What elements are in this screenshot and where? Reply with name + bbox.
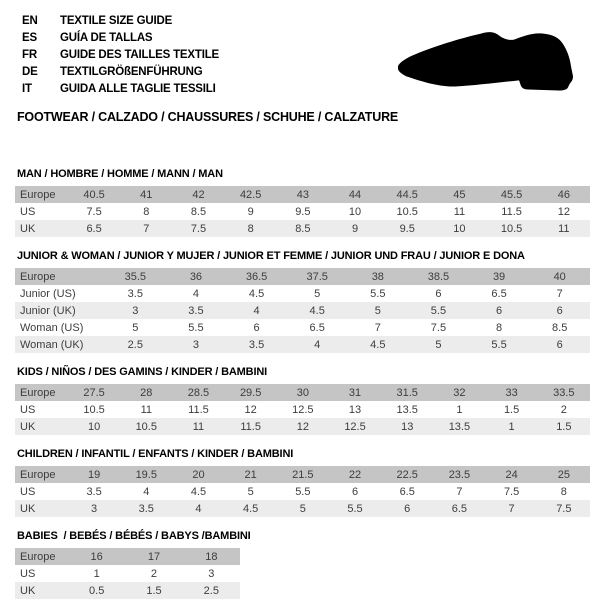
size-cell: 6.5 (491, 287, 507, 300)
size-cell: 2.5 (203, 584, 219, 597)
size-cell: 28 (140, 386, 153, 399)
size-cell: 12.5 (292, 403, 314, 416)
size-cell: 13.5 (448, 420, 471, 433)
shoe-icon (398, 30, 573, 92)
size-section (15, 168, 590, 237)
size-cell: 8 (496, 321, 503, 334)
size-cell: 4 (195, 502, 202, 515)
size-cell: 11.5 (240, 420, 261, 433)
size-cell: 6 (351, 485, 359, 498)
size-cell: 9 (351, 222, 359, 235)
size-cell: 5 (132, 321, 139, 334)
table-row (15, 418, 590, 435)
size-cell: 12 (557, 205, 570, 218)
size-cell: 4.5 (248, 287, 265, 300)
size-cell: 6.5 (86, 222, 102, 235)
size-cell: 36.5 (245, 270, 268, 283)
size-cell: 1 (456, 403, 463, 416)
row-label: Junior (UK) (20, 304, 76, 317)
size-cell: 5 (314, 287, 321, 300)
size-cell: 3 (192, 338, 199, 351)
size-cell: 36 (189, 270, 203, 283)
size-cell: 37.5 (306, 270, 328, 283)
section-title: CHILDREN / INFANTIL / ENFANTS / KINDER / BAMBINI (17, 448, 294, 460)
row-label: Woman (US) (20, 321, 84, 334)
size-table (15, 548, 240, 599)
table-row (15, 319, 590, 336)
size-cell: 1.5 (556, 420, 572, 433)
language-label: GUÍA DE TALLAS (60, 31, 153, 44)
size-cell: 4 (253, 304, 260, 317)
size-cell: 29.5 (239, 386, 262, 399)
row-label: Junior (US) (20, 287, 76, 300)
table-row (15, 483, 590, 500)
size-cell: 16 (90, 550, 103, 563)
size-cell: 11 (453, 205, 466, 218)
size-cell: 12.5 (344, 420, 366, 433)
size-cell: 45 (453, 188, 466, 201)
size-cell: 11 (558, 222, 570, 235)
size-cell: 6.5 (399, 485, 415, 498)
size-cell: 3.5 (86, 485, 102, 498)
size-cell: 7 (556, 287, 563, 300)
language-row (22, 29, 219, 46)
size-cell: 6.5 (309, 321, 325, 334)
size-cell: 22 (348, 468, 362, 481)
size-cell: 9.5 (399, 222, 415, 235)
language-row (22, 12, 219, 29)
size-cell: 38 (371, 270, 384, 283)
language-row (22, 80, 219, 97)
size-cell: 31.5 (396, 386, 418, 399)
size-cell: 3.5 (138, 502, 154, 515)
size-cell: 5 (374, 304, 381, 317)
size-cell: 7 (456, 485, 463, 498)
size-cell: 24 (505, 468, 518, 481)
table-row (15, 285, 590, 302)
row-label: US (20, 205, 36, 218)
size-cell: 3 (208, 567, 215, 580)
table-row (15, 500, 590, 517)
row-label: US (20, 567, 36, 580)
row-label: UK (20, 502, 36, 515)
size-cell: 10 (453, 222, 466, 235)
size-cell: 3 (91, 502, 98, 515)
row-label: UK (20, 222, 36, 235)
header-row (15, 548, 240, 565)
size-cell: 33.5 (553, 386, 575, 399)
size-cell: 42.5 (239, 188, 262, 201)
size-cell: 1.5 (503, 403, 520, 416)
size-cell: 20 (192, 468, 205, 481)
size-cell: 5.5 (295, 485, 311, 498)
table-row (15, 302, 590, 319)
size-cell: 1.5 (146, 584, 162, 597)
size-cell: 28.5 (187, 386, 210, 399)
size-cell: 31 (348, 386, 362, 399)
size-cell: 10.5 (500, 222, 523, 235)
size-cell: 8.5 (295, 222, 311, 235)
size-cell: 11 (192, 420, 205, 433)
size-cell: 7.5 (503, 485, 520, 498)
language-code: FR (22, 48, 37, 61)
table-row (15, 336, 590, 353)
size-cell: 9.5 (295, 205, 311, 218)
size-cell: 21 (244, 468, 257, 481)
size-cell: 44 (348, 188, 362, 201)
language-code: ES (22, 31, 37, 44)
language-code: DE (22, 65, 38, 78)
size-cell: 39 (492, 270, 506, 283)
size-cell: 45.5 (500, 188, 523, 201)
size-section (15, 530, 590, 599)
size-cell: 7.5 (190, 222, 207, 235)
language-code: EN (22, 14, 38, 27)
row-label: US (20, 485, 36, 498)
size-cell: 5 (435, 338, 442, 351)
size-cell: 11 (140, 403, 152, 416)
size-cell: 11.5 (501, 205, 522, 218)
size-cell: 7.5 (556, 502, 572, 515)
row-label: Europe (20, 550, 56, 563)
size-cell: 42 (192, 188, 205, 201)
size-cell: 40 (553, 270, 566, 283)
header-row (15, 268, 590, 285)
size-cell: 7.5 (86, 205, 102, 218)
size-section (15, 250, 590, 353)
size-table (15, 466, 590, 517)
row-label: Europe (20, 188, 56, 201)
size-cell: 5 (299, 502, 306, 515)
category-title: FOOTWEAR / CALZADO / CHAUSSURES / SCHUHE / CALZATURE (17, 110, 399, 124)
table-row (15, 220, 590, 237)
size-cell: 6 (435, 287, 442, 300)
size-cell: 8 (247, 222, 254, 235)
size-cell: 5.5 (491, 338, 507, 351)
language-code: IT (22, 82, 32, 95)
size-cell: 19 (87, 468, 101, 481)
table-row (15, 582, 240, 599)
size-cell: 5.5 (430, 304, 447, 317)
language-list (22, 12, 219, 97)
size-cell: 4 (143, 485, 150, 498)
size-cell: 7 (508, 502, 515, 515)
size-cell: 13.5 (396, 403, 418, 416)
size-cell: 7.5 (430, 321, 447, 334)
size-table (15, 268, 590, 353)
size-cell: 4.5 (370, 338, 386, 351)
table-row (15, 565, 240, 582)
size-cell: 35.5 (124, 270, 147, 283)
header-row (15, 384, 590, 401)
size-cell: 43 (296, 188, 309, 201)
size-cell: 21.5 (292, 468, 314, 481)
size-cell: 0.5 (89, 584, 105, 597)
size-cell: 1 (508, 420, 515, 433)
size-cell: 18 (205, 550, 218, 563)
size-cell: 3.5 (188, 304, 204, 317)
section-title: BABIES / BEBÉS / BÉBÉS / BABYS /BAMBINI (17, 530, 251, 542)
size-cell: 7 (143, 222, 150, 235)
size-cell: 5 (247, 485, 254, 498)
size-cell: 10.5 (135, 420, 157, 433)
size-cell: 44.5 (396, 188, 418, 201)
section-title: MAN / HOMBRE / HOMME / MANN / MAN (17, 168, 223, 180)
size-cell: 2 (150, 567, 158, 580)
size-cell: 4.5 (243, 502, 259, 515)
size-section (15, 366, 590, 435)
size-table (15, 186, 590, 237)
language-label: TEXTILE SIZE GUIDE (60, 14, 173, 27)
size-cell: 10 (348, 205, 362, 218)
size-cell: 9 (247, 205, 254, 218)
size-cell: 11.5 (188, 403, 209, 416)
language-row (22, 63, 219, 80)
row-label: Europe (20, 386, 56, 399)
header-row (15, 186, 590, 203)
size-cell: 22.5 (396, 468, 418, 481)
size-cell: 5.5 (370, 287, 386, 300)
size-cell: 6 (253, 321, 260, 334)
size-cell: 32 (453, 386, 466, 399)
size-cell: 41 (140, 188, 153, 201)
size-cell: 4.5 (309, 304, 325, 317)
size-cell: 4 (314, 338, 321, 351)
size-cell: 3.5 (248, 338, 265, 351)
size-cell: 19.5 (135, 468, 157, 481)
size-cell: 4.5 (190, 485, 207, 498)
size-cell: 6 (496, 304, 503, 317)
size-cell: 40.5 (83, 188, 105, 201)
size-cell: 4 (192, 287, 199, 300)
language-row (22, 46, 219, 63)
size-cell: 13 (401, 420, 414, 433)
size-cell: 6 (556, 304, 563, 317)
size-cell: 2.5 (127, 338, 143, 351)
size-cell: 6.5 (451, 502, 468, 515)
size-cell: 10 (87, 420, 101, 433)
size-cell: 12 (296, 420, 309, 433)
size-cell: 3.5 (127, 287, 143, 300)
size-cell: 6 (556, 338, 563, 351)
size-cell: 3 (132, 304, 139, 317)
size-cell: 8 (560, 485, 567, 498)
size-cell: 27.5 (83, 386, 105, 399)
row-label: UK (20, 584, 36, 597)
size-cell: 5.5 (347, 502, 363, 515)
tables-container (15, 168, 590, 600)
size-cell: 8.5 (552, 321, 568, 334)
size-section (15, 448, 590, 517)
size-cell: 5.5 (188, 321, 204, 334)
size-cell: 2 (560, 403, 567, 416)
row-label: US (20, 403, 36, 416)
size-cell: 7 (374, 321, 381, 334)
size-cell: 13 (348, 403, 362, 416)
size-cell: 10.5 (396, 205, 418, 218)
section-title: KIDS / NIÑOS / DES GAMINS / KINDER / BAMBINI (17, 366, 268, 378)
size-cell: 46 (557, 188, 570, 201)
size-cell: 25 (557, 468, 570, 481)
row-label: Europe (20, 270, 56, 283)
size-cell: 10.5 (83, 403, 105, 416)
row-label: UK (20, 420, 36, 433)
table-row (15, 203, 590, 220)
language-label: GUIDE DES TAILLES TEXTILE (60, 48, 219, 61)
section-title: JUNIOR & WOMAN / JUNIOR Y MUJER / JUNIOR ET FEMME / JUNIOR UND FRAU / JUNIOR E DONA (17, 250, 525, 262)
language-label: GUIDA ALLE TAGLIE TESSILI (60, 82, 216, 95)
header-row (15, 466, 590, 483)
size-cell: 30 (296, 386, 309, 399)
size-cell: 8 (143, 205, 150, 218)
size-cell: 1 (93, 567, 100, 580)
size-cell: 6 (404, 502, 411, 515)
size-cell: 12 (244, 403, 257, 416)
table-row (15, 401, 590, 418)
size-cell: 17 (147, 550, 161, 563)
size-cell: 23.5 (448, 468, 471, 481)
size-cell: 38.5 (427, 270, 450, 283)
size-cell: 33 (505, 386, 518, 399)
size-cell: 8.5 (190, 205, 207, 218)
row-label: Woman (UK) (20, 338, 84, 351)
size-table (15, 384, 590, 435)
row-label: Europe (20, 468, 56, 481)
language-label: TEXTILGRÖßENFÜHRUNG (60, 65, 203, 78)
